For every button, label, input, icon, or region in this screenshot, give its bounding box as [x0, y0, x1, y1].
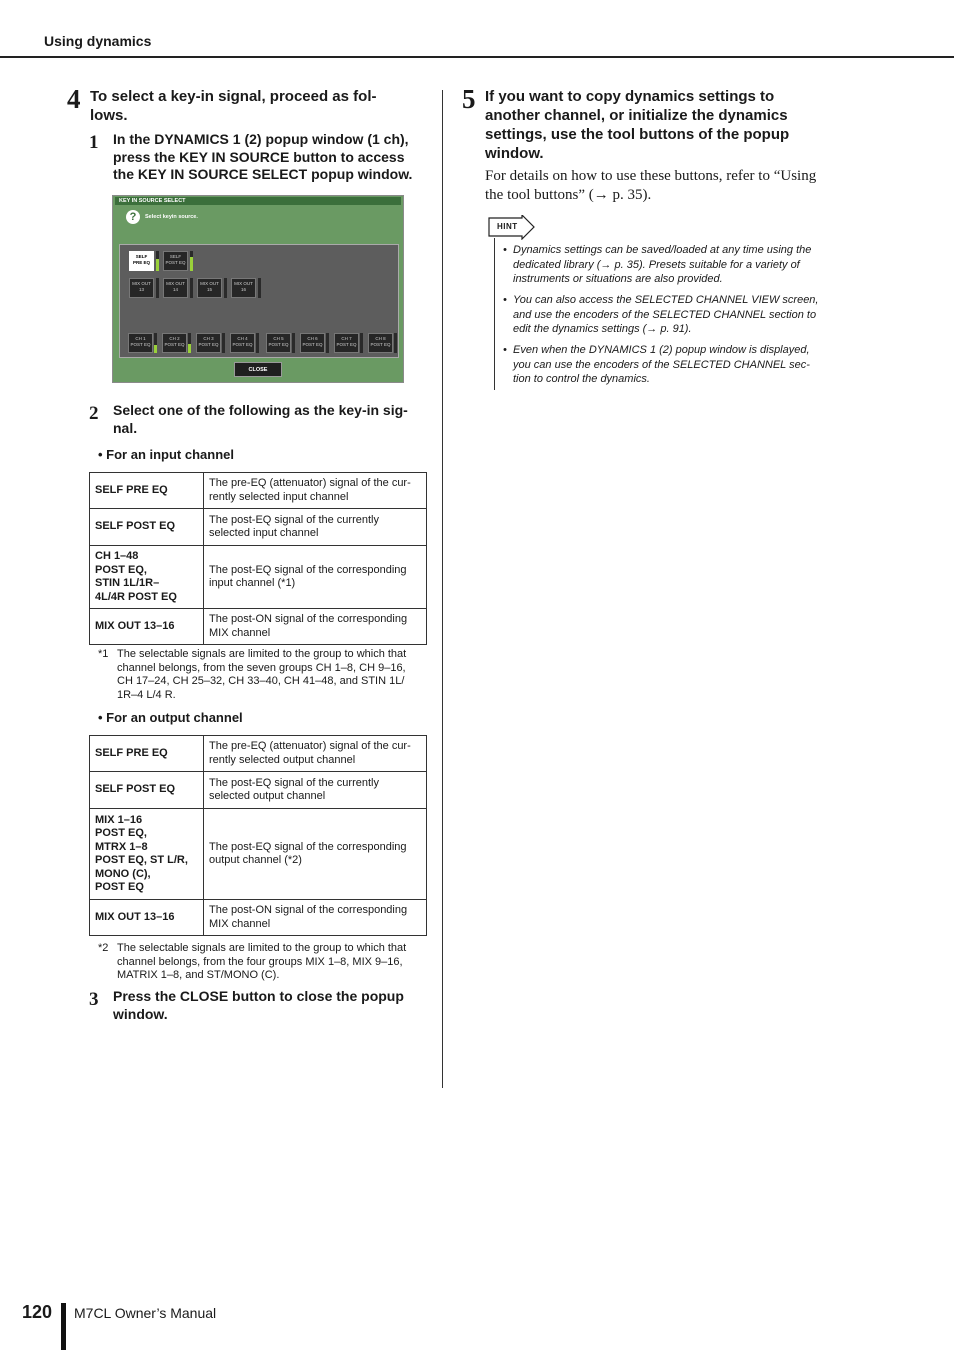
substep-3-text: Press the CLOSE button to close the popup window. — [113, 988, 404, 1022]
level-meter — [156, 278, 159, 298]
popup-title: KEY IN SOURCE SELECT — [115, 197, 401, 205]
table-key: SELF POST EQ — [90, 772, 204, 809]
substep-number-2: 2 — [89, 403, 99, 424]
level-meter — [360, 333, 363, 353]
ch-4-post-eq-button[interactable]: CH 4 POST EQ — [230, 333, 255, 353]
table-row — [90, 772, 427, 809]
substep-1-text: In the DYNAMICS 1 (2) popup window (1 ch), press the KEY IN SOURCE button to access the KEY IN SOURCE SELECT popup window. — [113, 131, 413, 182]
table-key: SELF PRE EQ — [90, 473, 204, 509]
hint-item: • Dynamics settings can be saved/loaded at any time using the dedicated library (→ p. 35). Presets suitable for a variety of instruments or situations are also provided. — [503, 244, 812, 285]
ch-6-post-eq-button[interactable]: CH 6 POST EQ — [300, 333, 325, 353]
bullet: • — [503, 244, 507, 256]
level-meter — [154, 333, 157, 353]
level-meter — [224, 278, 227, 298]
table-value: The post-EQ signal of the corresponding input channel (*1) — [204, 546, 427, 609]
table-key: SELF PRE EQ — [90, 736, 204, 772]
ch-1-post-eq-button[interactable]: CH 1 POST EQ — [128, 333, 153, 353]
close-button[interactable]: CLOSE — [234, 362, 282, 377]
level-meter — [156, 251, 159, 271]
self-post-eq-button[interactable]: SELF POST EQ — [163, 251, 188, 271]
table-value: The post-EQ signal of the currently selected output channel — [204, 772, 427, 809]
level-meter — [222, 333, 225, 353]
self-pre-eq-button[interactable]: SELF PRE EQ — [129, 251, 154, 271]
table-value: The post-ON signal of the corresponding MIX channel — [204, 900, 427, 936]
hint-rule — [494, 238, 495, 390]
table-key: MIX OUT 13–16 — [90, 609, 204, 645]
step-number-4: 4 — [67, 84, 81, 114]
column-divider — [442, 90, 443, 1088]
level-meter — [256, 333, 259, 353]
table-value: The post-EQ signal of the corresponding output channel (*2) — [204, 809, 427, 900]
ch-3-post-eq-button[interactable]: CH 3 POST EQ — [196, 333, 221, 353]
input-channel-heading: • For an input channel — [98, 447, 234, 462]
mix-out-15-button[interactable]: MIX OUT 15 — [197, 278, 222, 298]
table-row — [90, 546, 427, 609]
ch-5-post-eq-button[interactable]: CH 5 POST EQ — [266, 333, 291, 353]
substep-number-1: 1 — [89, 132, 99, 153]
level-meter — [394, 333, 397, 353]
step-5-body: For details on how to use these buttons, refer to “Using the tool buttons” (→ p. 35). — [485, 168, 817, 203]
table-value: The post-EQ signal of the currently selected input channel — [204, 509, 427, 546]
substep-2-text: Select one of the following as the key-in sig- nal. — [113, 402, 408, 436]
step-4-title: To select a key-in signal, proceed as fol- lows. — [90, 88, 377, 124]
hint-item: • You can also access the SELECTED CHANNEL VIEW screen, and use the encoders of the SELECTED CHANNEL section to edit the dynamics settings (→ p. 91). — [503, 294, 819, 335]
hint-label: HINT — [497, 222, 518, 231]
table-row — [90, 736, 427, 772]
table-value: The post-ON signal of the corresponding MIX channel — [204, 609, 427, 645]
table-key: MIX OUT 13–16 — [90, 900, 204, 936]
mix-out-13-button[interactable]: MIX OUT 13 — [129, 278, 154, 298]
footnote-mark: *2 — [98, 942, 109, 954]
input-channel-table — [89, 472, 427, 645]
table-key: CH 1–48 POST EQ, STIN 1L/1R– 4L/4R POST EQ — [90, 546, 204, 609]
header-rule — [0, 56, 954, 58]
level-meter — [258, 278, 261, 298]
bullet: • — [503, 294, 507, 306]
hint-list — [503, 243, 833, 393]
bullet: • — [503, 344, 507, 356]
level-meter — [188, 333, 191, 353]
output-channel-table — [89, 735, 427, 936]
output-channel-heading: • For an output channel — [98, 710, 243, 725]
level-meter — [190, 278, 193, 298]
step-5-title: If you want to copy dynamics settings to another channel, or initialize the dynamics settings, use the tool buttons of the popup window. — [485, 88, 790, 162]
source-button-area — [119, 244, 399, 358]
ch-2-post-eq-button[interactable]: CH 2 POST EQ — [162, 333, 187, 353]
footer-bar — [61, 1303, 66, 1350]
table-row — [90, 509, 427, 546]
level-meter — [326, 333, 329, 353]
level-meter — [292, 333, 295, 353]
ch-7-post-eq-button[interactable]: CH 7 POST EQ — [334, 333, 359, 353]
input-footnote — [98, 648, 416, 703]
table-row — [90, 900, 427, 936]
hint-item: • Even when the DYNAMICS 1 (2) popup window is displayed, you can use the encoders of the SELECTED CHANNEL sec- tion to control the dynamics. — [503, 344, 810, 385]
ch-8-post-eq-button[interactable]: CH 8 POST EQ — [368, 333, 393, 353]
table-key: MIX 1–16 POST EQ, MTRX 1–8 POST EQ, ST L/R, MONO (C), POST EQ — [90, 809, 204, 900]
page-number: 120 — [22, 1302, 53, 1322]
key-in-source-popup — [112, 195, 404, 383]
section-label: Using dynamics — [44, 33, 152, 49]
table-row — [90, 609, 427, 645]
substep-number-3: 3 — [89, 989, 99, 1010]
popup-subtitle: Select keyin source. — [145, 214, 198, 220]
footnote-text: The selectable signals are limited to the group to which that channel belongs, from the seven groups CH 1–8, CH 9–16, CH 17–24, CH 25–32, CH 33–40, CH 41–48, and STIN 1L/ 1R–4 L/4 R. — [117, 648, 407, 702]
table-value: The pre-EQ (attenuator) signal of the cur- rently selected output channel — [204, 736, 427, 772]
mix-out-16-button[interactable]: MIX OUT 16 — [231, 278, 256, 298]
manual-title: M7CL Owner’s Manual — [74, 1305, 217, 1321]
footnote-text: The selectable signals are limited to the group to which that channel belongs, from the four groups MIX 1–8, MIX 9–16, MATRIX 1–8, and ST/MONO (C). — [117, 942, 407, 982]
step-number-5: 5 — [462, 84, 476, 114]
footnote-mark: *1 — [98, 648, 109, 660]
table-row — [90, 809, 427, 900]
table-key: SELF POST EQ — [90, 509, 204, 546]
table-row — [90, 473, 427, 509]
mix-out-14-button[interactable]: MIX OUT 14 — [163, 278, 188, 298]
question-icon[interactable]: ? — [126, 210, 140, 224]
table-value: The pre-EQ (attenuator) signal of the cur- rently selected input channel — [204, 473, 427, 509]
output-footnote — [98, 942, 416, 983]
level-meter — [190, 251, 193, 271]
